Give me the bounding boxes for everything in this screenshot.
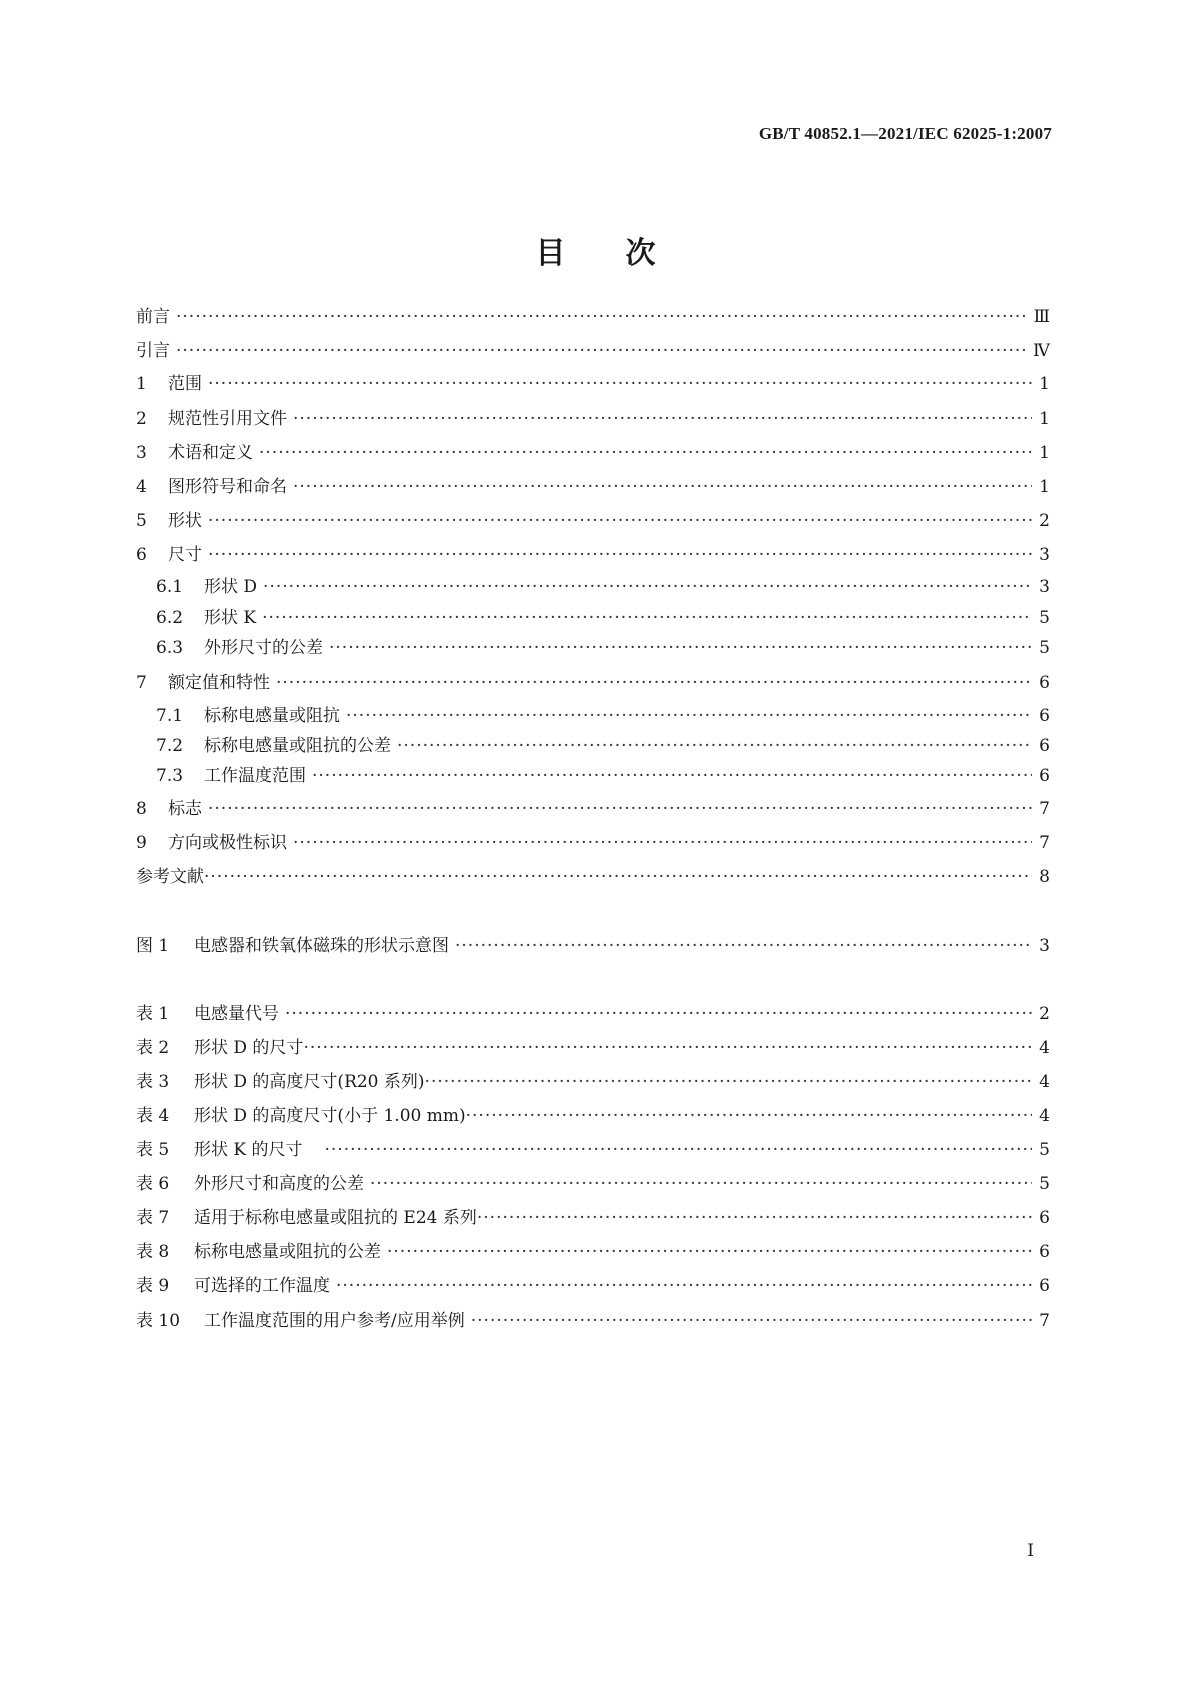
toc-number: 7.2: [156, 736, 184, 756]
dot-leader: [329, 636, 1032, 660]
toc-number: 4: [136, 477, 147, 497]
dot-leader: [293, 831, 1032, 855]
toc-label: 标称电感量或阻抗的公差: [194, 1242, 381, 1262]
dot-leader: [325, 1138, 1032, 1162]
toc-number: 6.1: [156, 577, 184, 597]
toc-page: 4: [1039, 1072, 1050, 1092]
toc-table[interactable]: [136, 1309, 1050, 1333]
dot-leader: [176, 305, 1028, 329]
toc-page: 6: [1039, 673, 1050, 693]
table-number: 表 3: [136, 1072, 170, 1092]
table-number: 表 10: [136, 1311, 181, 1331]
dot-leader: [263, 575, 1032, 599]
dot-leader: [455, 934, 1032, 958]
dot-leader: [176, 339, 1027, 363]
toc-table[interactable]: [136, 1240, 1050, 1264]
table-number: 表 7: [136, 1208, 170, 1228]
toc-label: 引言: [136, 341, 170, 361]
toc-page: 2: [1039, 511, 1050, 531]
dot-leader: [466, 1104, 1032, 1128]
toc-table[interactable]: [136, 1104, 1050, 1128]
toc-entry[interactable]: [136, 831, 1050, 855]
toc-label: 形状: [168, 511, 202, 531]
toc-label: 规范性引用文件: [168, 409, 287, 429]
table-number: 表 4: [136, 1106, 170, 1126]
toc-subentry[interactable]: [156, 575, 1050, 599]
dot-leader: [346, 704, 1032, 728]
toc-number: 1: [136, 374, 147, 394]
toc-label: 额定值和特性: [168, 673, 270, 693]
toc-page: 8: [1039, 867, 1050, 887]
toc-number: 9: [136, 833, 147, 853]
toc-page: 1: [1039, 477, 1050, 497]
toc-page: 1: [1039, 374, 1050, 394]
toc-table[interactable]: [136, 1070, 1050, 1094]
dot-leader: [397, 734, 1032, 758]
toc-page: 6: [1039, 1242, 1050, 1262]
toc-page: 6: [1039, 1208, 1050, 1228]
toc-label: 可选择的工作温度: [194, 1276, 330, 1296]
toc-label: 标称电感量或阻抗: [204, 706, 340, 726]
toc-label: 范围: [168, 374, 202, 394]
toc-table[interactable]: [136, 1206, 1050, 1230]
toc-table[interactable]: [136, 1172, 1050, 1196]
toc-subentry[interactable]: [156, 734, 1050, 758]
dot-leader: [293, 475, 1032, 499]
toc-label: 适用于标称电感量或阻抗的 E24 系列: [194, 1208, 477, 1228]
toc-subentry[interactable]: [156, 606, 1050, 630]
toc-page: 3: [1039, 545, 1050, 565]
toc-label: 电感器和铁氧体磁珠的形状示意图: [194, 936, 449, 956]
toc-page: 7: [1039, 799, 1050, 819]
toc-entry[interactable]: [136, 865, 1050, 889]
dot-leader: [303, 1036, 1032, 1060]
toc-label: 标志: [168, 799, 202, 819]
toc-label: 形状 D 的高度尺寸(小于 1.00 mm): [194, 1106, 466, 1126]
toc-page: 6: [1039, 736, 1050, 756]
table-number: 表 8: [136, 1242, 170, 1262]
toc-entry[interactable]: [136, 543, 1050, 567]
toc-label: 前言: [136, 307, 170, 327]
toc-page: 6: [1039, 766, 1050, 786]
toc-subentry[interactable]: [156, 636, 1050, 660]
toc-entry[interactable]: [136, 339, 1050, 363]
toc-number: 5: [136, 511, 147, 531]
toc-page: 3: [1039, 936, 1050, 956]
toc-page: 7: [1039, 833, 1050, 853]
page-title: 目次: [535, 236, 716, 271]
table-number: 表 1: [136, 1004, 170, 1024]
dot-leader: [336, 1274, 1032, 1298]
dot-leader: [208, 543, 1032, 567]
dot-leader: [208, 509, 1032, 533]
table-number: 表 6: [136, 1174, 170, 1194]
dot-leader: [477, 1206, 1032, 1230]
toc-number: 8: [136, 799, 147, 819]
toc-label: 参考文献: [136, 867, 204, 887]
toc-page: 6: [1039, 706, 1050, 726]
toc-page: 5: [1039, 638, 1050, 658]
figure-number: 图 1: [136, 936, 170, 956]
toc-page: Ⅳ: [1033, 341, 1050, 361]
toc-page: 5: [1039, 1140, 1050, 1160]
toc-page: 5: [1039, 1174, 1050, 1194]
toc-entry[interactable]: [136, 509, 1050, 533]
toc-entry[interactable]: [136, 305, 1050, 329]
toc-label: 形状 D: [204, 577, 258, 597]
dot-leader: [204, 865, 1032, 889]
toc-table[interactable]: [136, 1138, 1050, 1162]
toc-page: 7: [1039, 1311, 1050, 1331]
toc-number: 6: [136, 545, 147, 565]
toc-label: 电感量代号: [194, 1004, 279, 1024]
dot-leader: [370, 1172, 1032, 1196]
toc-page: 4: [1039, 1038, 1050, 1058]
toc-entry[interactable]: [136, 407, 1050, 431]
toc-label: 工作温度范围的用户参考/应用举例: [204, 1311, 465, 1331]
toc-page: Ⅲ: [1033, 307, 1050, 327]
dot-leader: [471, 1309, 1032, 1333]
toc-label: 工作温度范围: [204, 766, 306, 786]
toc-number: 7.1: [156, 706, 184, 726]
toc-number: 2: [136, 409, 147, 429]
toc-table[interactable]: [136, 1274, 1050, 1298]
toc-entry[interactable]: [136, 671, 1050, 695]
toc-label: 尺寸: [168, 545, 202, 565]
dot-leader: [312, 764, 1032, 788]
toc-page: 2: [1039, 1004, 1050, 1024]
toc-number: 6.2: [156, 608, 184, 628]
toc-label: 标称电感量或阻抗的公差: [204, 736, 391, 756]
toc-number: 7: [136, 673, 147, 693]
dot-leader: [387, 1240, 1032, 1264]
toc-label: 形状 K: [204, 608, 257, 628]
table-number: 表 2: [136, 1038, 170, 1058]
dot-leader: [208, 797, 1032, 821]
toc-entry[interactable]: [136, 372, 1050, 396]
toc-page: 3: [1039, 577, 1050, 597]
toc-page: 1: [1039, 443, 1050, 463]
dot-leader: [285, 1002, 1032, 1026]
toc-label: 形状 K 的尺寸: [194, 1140, 303, 1160]
toc-label: 术语和定义: [168, 443, 253, 463]
toc-page: 5: [1039, 608, 1050, 628]
toc-page: 1: [1039, 409, 1050, 429]
toc-subentry[interactable]: [156, 764, 1050, 788]
toc-label: 方向或极性标识: [168, 833, 287, 853]
dot-leader: [293, 407, 1032, 431]
dot-leader: [425, 1070, 1032, 1094]
dot-leader: [276, 671, 1032, 695]
dot-leader: [262, 606, 1032, 630]
toc-number: 7.3: [156, 766, 184, 786]
standard-number: GB/T 40852.1—2021/IEC 62025-1:2007: [758, 124, 1052, 143]
toc-entry[interactable]: [136, 797, 1050, 821]
toc-number: 6.3: [156, 638, 184, 658]
page-number: I: [1027, 1541, 1034, 1561]
toc-table[interactable]: [136, 1002, 1050, 1026]
toc-label: 外形尺寸的公差: [204, 638, 323, 658]
toc-table[interactable]: [136, 1036, 1050, 1060]
toc-page: 6: [1039, 1276, 1050, 1296]
toc-subentry[interactable]: [156, 704, 1050, 728]
toc-figure[interactable]: [136, 934, 1050, 958]
table-number: 表 5: [136, 1140, 170, 1160]
toc-entry[interactable]: [136, 441, 1050, 465]
toc-number: 3: [136, 443, 147, 463]
toc-entry[interactable]: [136, 475, 1050, 499]
toc-page: 4: [1039, 1106, 1050, 1126]
toc-label: 外形尺寸和高度的公差: [194, 1174, 364, 1194]
dot-leader: [208, 372, 1032, 396]
toc-label: 形状 D 的高度尺寸(R20 系列): [194, 1072, 425, 1092]
table-number: 表 9: [136, 1276, 170, 1296]
toc-label: 形状 D 的尺寸: [194, 1038, 304, 1058]
dot-leader: [259, 441, 1032, 465]
toc-label: 图形符号和命名: [168, 477, 287, 497]
